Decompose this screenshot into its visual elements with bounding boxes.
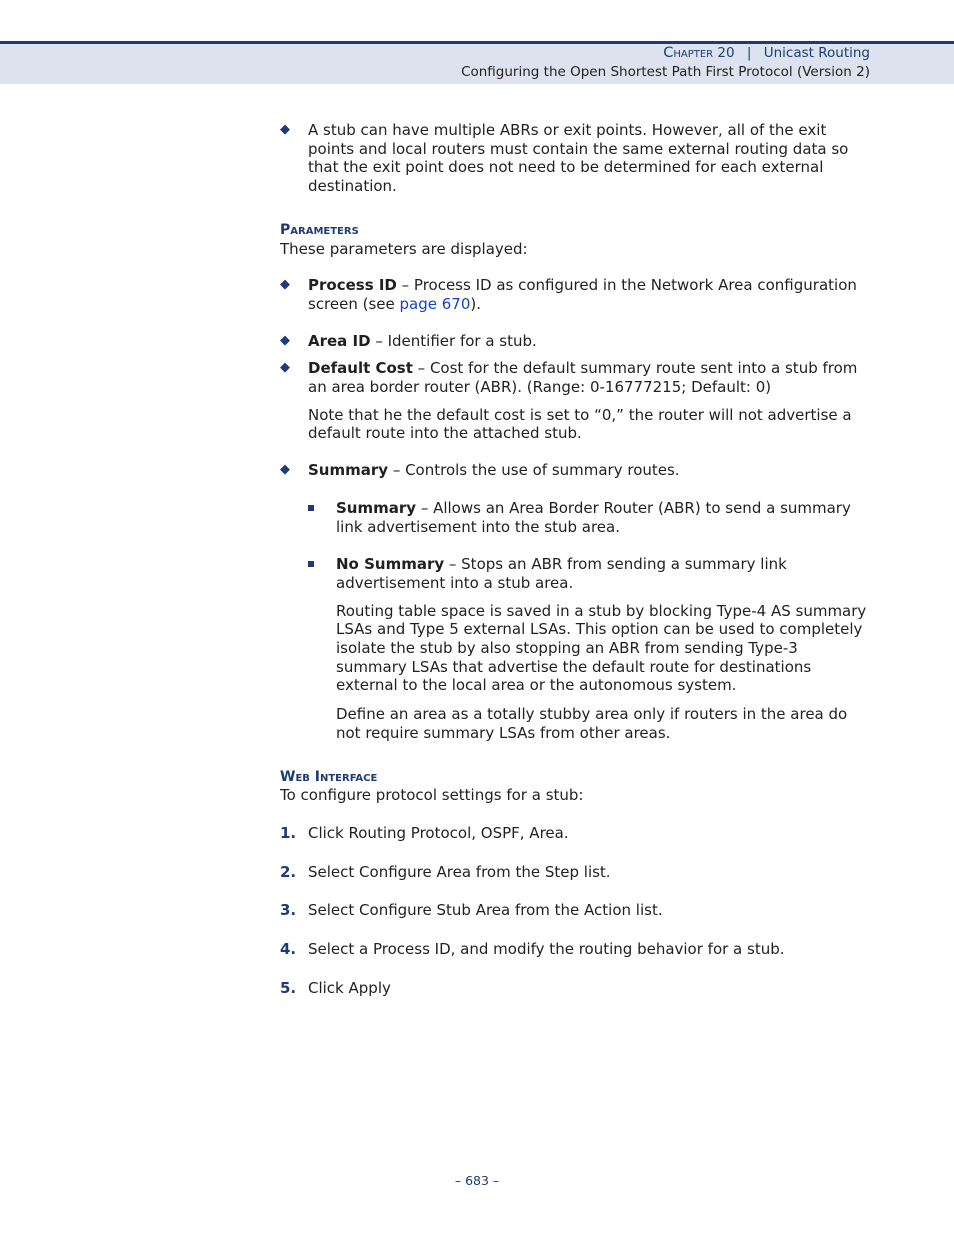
param-area-id: [280, 332, 870, 351]
option-term: No Summary: [336, 555, 445, 574]
param-desc: – Controls the use of summary routes.: [388, 461, 680, 480]
step-item: [280, 979, 870, 998]
page-link[interactable]: page 670: [399, 294, 471, 313]
step-item: [280, 824, 870, 843]
step-text: Select a Process ID, and modify the routing behavior for a stub.: [308, 940, 785, 959]
param-default-cost: [280, 359, 870, 396]
param-desc-end: ).: [470, 294, 482, 313]
option-term: Summary: [336, 498, 417, 517]
param-term: Process ID: [308, 276, 397, 295]
intro-bullet: [280, 121, 870, 196]
step-number: 1.: [280, 823, 297, 842]
step-number: 4.: [280, 940, 297, 959]
step-number: 5.: [280, 978, 297, 997]
page-content: [280, 121, 870, 998]
step-number: 2.: [280, 862, 297, 881]
step-item: [280, 940, 870, 959]
param-summary: [280, 461, 870, 480]
parameters-intro: These parameters are displayed:: [280, 239, 528, 258]
square-bullet-icon: [308, 561, 314, 567]
diamond-bullet-icon: ◆: [280, 360, 290, 376]
diamond-bullet-icon: ◆: [280, 332, 290, 348]
header-separator: |: [746, 45, 752, 61]
no-summary-note-2: Define an area as a totally stubby area only if routers in the area do not require summary LSAs from other areas.: [336, 705, 848, 742]
step-text: Select Configure Area from the Step list.: [308, 862, 611, 881]
param-term: Summary: [308, 461, 389, 480]
param-term: Default Cost: [308, 359, 413, 378]
no-summary-note-1: Routing table space is saved in a stub by blocking Type-4 AS summary LSAs and Type 5 external LSAs. This option can be used to completely isolate the stub by also stopping an ABR from sending Type-3 summary LSAs that advertise the default route for destinations external to the local area or the autonomous system.: [336, 601, 867, 695]
page-number: – 683 –: [454, 1173, 500, 1188]
default-cost-note: Note that he the default cost is set to “0,” the router will not advertise a default route into the attached stub.: [308, 405, 852, 443]
web-interface-intro: To configure protocol settings for a stub:: [280, 786, 584, 805]
chapter-word: Chapter: [663, 45, 714, 61]
step-text: Click Apply: [308, 978, 391, 997]
param-process-id: [280, 276, 870, 313]
intro-bullet-text: A stub can have multiple ABRs or exit points. However, all of the exit points and local routers must contain the same external routing data so that the exit point does not need to be determined for each external destination.: [308, 121, 849, 196]
summary-option-summary: [280, 499, 870, 536]
step-item: [280, 863, 870, 882]
step-text: Select Configure Stub Area from the Action list.: [308, 901, 663, 920]
option-desc: – Stops an ABR from sending a summary link advertisement into a stub area.: [336, 555, 787, 592]
param-desc: – Process ID as configured in the Network Area configuration screen (see: [308, 276, 857, 313]
option-desc: – Allows an Area Border Router (ABR) to send a summary link advertisement into the stub area.: [336, 498, 851, 536]
param-desc: – Cost for the default summary route sent into a stub from an area border router (ABR). (Range: 0-16777215; Default: 0): [308, 359, 858, 397]
chapter-header: [663, 45, 870, 61]
step-item: [280, 901, 870, 920]
param-term: Area ID: [308, 331, 371, 350]
param-desc: – Identifier for a stub.: [370, 331, 537, 350]
summary-option-no-summary: [280, 555, 870, 592]
diamond-bullet-icon: ◆: [280, 277, 290, 293]
diamond-bullet-icon: ◆: [280, 462, 290, 478]
web-interface-heading: Web Interface: [280, 768, 378, 785]
chapter-number: 20: [717, 45, 735, 61]
step-number: 3.: [280, 901, 297, 920]
parameters-heading: Parameters: [280, 221, 359, 238]
step-text: Click Routing Protocol, OSPF, Area.: [308, 823, 569, 842]
square-bullet-icon: [308, 505, 314, 511]
section-title: Configuring the Open Shortest Path First Protocol (Version 2): [461, 64, 870, 80]
chapter-title: Unicast Routing: [763, 45, 870, 61]
diamond-bullet-icon: ◆: [280, 122, 290, 137]
